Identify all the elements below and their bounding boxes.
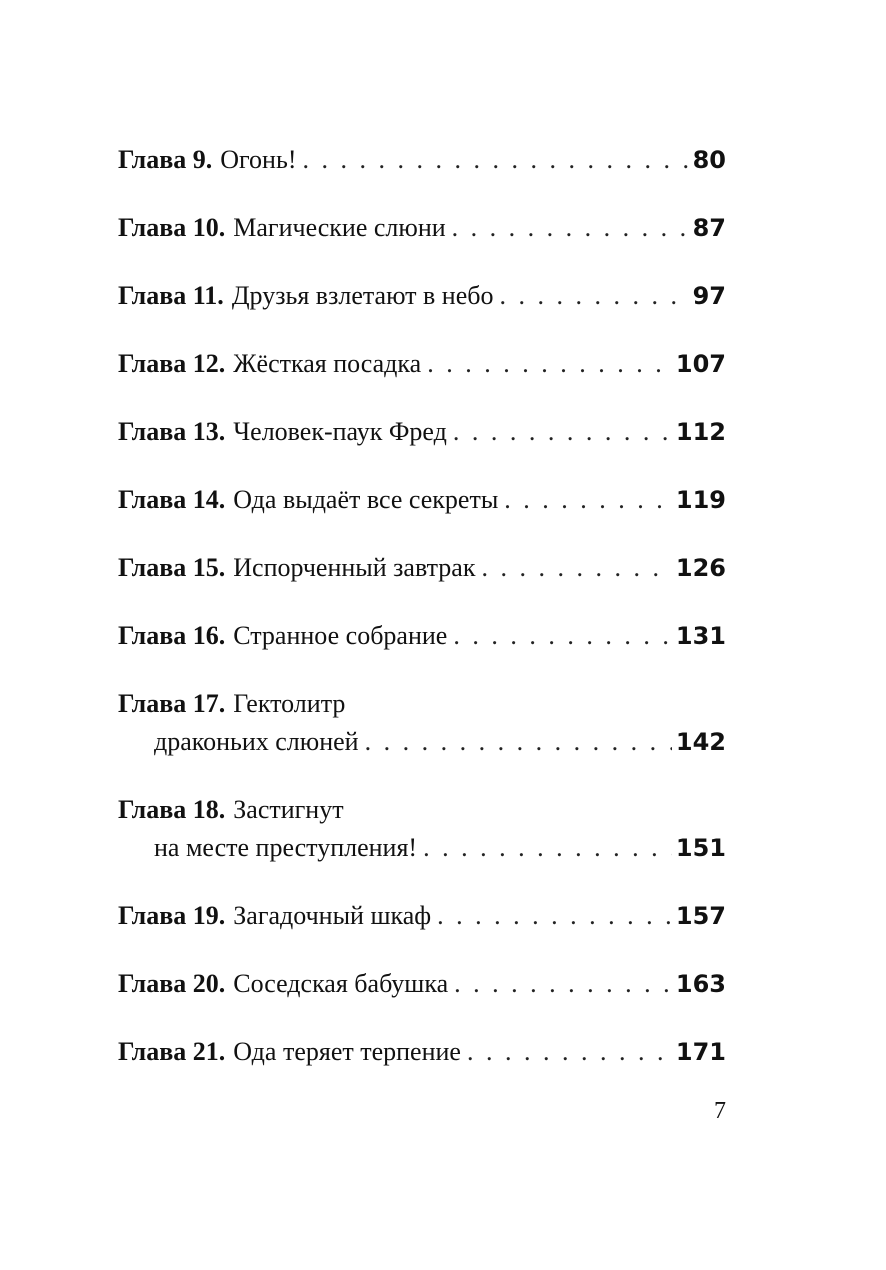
- dot-leader: [437, 901, 672, 931]
- dot-leader: [365, 727, 672, 757]
- chapter-page-number: 131: [675, 622, 726, 650]
- dot-leader: [423, 833, 672, 863]
- chapter-page-number: 87: [692, 214, 726, 242]
- chapter-title: Ода теряет терпение: [233, 1037, 461, 1066]
- chapter-label: Глава 12.: [118, 349, 226, 378]
- chapter-title: Загадочный шкаф: [233, 901, 432, 930]
- chapter-label: Глава 16.: [118, 621, 226, 650]
- chapter-title: Друзья взлетают в небо: [231, 281, 494, 310]
- chapter-page-number: 80: [692, 146, 726, 174]
- chapter-label: Глава 9.: [118, 145, 213, 174]
- chapter-label: Глава 18.: [118, 795, 226, 824]
- chapter-label: Глава 14.: [118, 485, 226, 514]
- page-number: 7: [714, 1098, 726, 1124]
- chapter-title: Магические слюни: [233, 213, 446, 242]
- chapter-title: Странное собрание: [233, 621, 448, 650]
- chapter-label: Глава 13.: [118, 417, 226, 446]
- dot-leader: [452, 213, 689, 243]
- dot-leader: [427, 349, 672, 379]
- chapter-title: Испорченный завтрак: [233, 553, 476, 582]
- chapter-label: Глава 21.: [118, 1037, 226, 1066]
- chapter-page-number: 157: [675, 902, 726, 930]
- dot-leader: [504, 485, 672, 515]
- toc-entry-chapter-11[interactable]: [118, 281, 726, 311]
- chapter-title: Застигнут: [233, 795, 344, 824]
- chapter-page-number: 112: [675, 418, 726, 446]
- chapter-title: Гектолитр: [233, 689, 346, 718]
- chapter-title: Человек-паук Фред: [233, 417, 447, 446]
- toc-entry-chapter-12[interactable]: [118, 349, 726, 379]
- chapter-label: Глава 19.: [118, 901, 226, 930]
- toc-entry-chapter-17[interactable]: [118, 689, 726, 757]
- toc-entry-chapter-18[interactable]: [118, 795, 726, 863]
- dot-leader: [454, 969, 672, 999]
- chapter-title: Огонь!: [220, 145, 297, 174]
- dot-leader: [467, 1037, 672, 1067]
- dot-leader: [453, 621, 672, 651]
- chapter-page-number: 126: [675, 554, 726, 582]
- chapter-title: Жёсткая посадка: [233, 349, 422, 378]
- chapter-page-number: 163: [675, 970, 726, 998]
- chapter-page-number: 151: [675, 834, 726, 862]
- dot-leader: [302, 145, 688, 175]
- chapter-title: Ода выдаёт все секреты: [233, 485, 499, 514]
- chapter-page-number: 119: [675, 486, 726, 514]
- chapter-label: Глава 15.: [118, 553, 226, 582]
- toc-entry-chapter-10[interactable]: [118, 213, 726, 243]
- toc-entry-chapter-15[interactable]: [118, 553, 726, 583]
- chapter-page-number: 97: [692, 282, 726, 310]
- toc-entry-chapter-20[interactable]: [118, 969, 726, 999]
- chapter-label: Глава 17.: [118, 689, 226, 718]
- chapter-label: Глава 11.: [118, 281, 224, 310]
- chapter-label: Глава 10.: [118, 213, 226, 242]
- dot-leader: [499, 281, 688, 311]
- chapter-title-continued: на месте преступления!: [154, 833, 418, 862]
- toc-entry-chapter-16[interactable]: [118, 621, 726, 651]
- toc-entry-chapter-9[interactable]: [118, 145, 726, 175]
- dot-leader: [481, 553, 671, 583]
- chapter-title-continued: драконьих слюней: [154, 727, 359, 756]
- dot-leader: [453, 417, 672, 447]
- toc-entry-chapter-21[interactable]: [118, 1037, 726, 1067]
- toc-entry-chapter-14[interactable]: [118, 485, 726, 515]
- chapter-page-number: 107: [675, 350, 726, 378]
- chapter-page-number: 142: [675, 728, 726, 756]
- toc-entry-chapter-19[interactable]: [118, 901, 726, 931]
- chapter-title: Соседская бабушка: [233, 969, 449, 998]
- chapter-label: Глава 20.: [118, 969, 226, 998]
- toc-entry-chapter-13[interactable]: [118, 417, 726, 447]
- chapter-page-number: 171: [675, 1038, 726, 1066]
